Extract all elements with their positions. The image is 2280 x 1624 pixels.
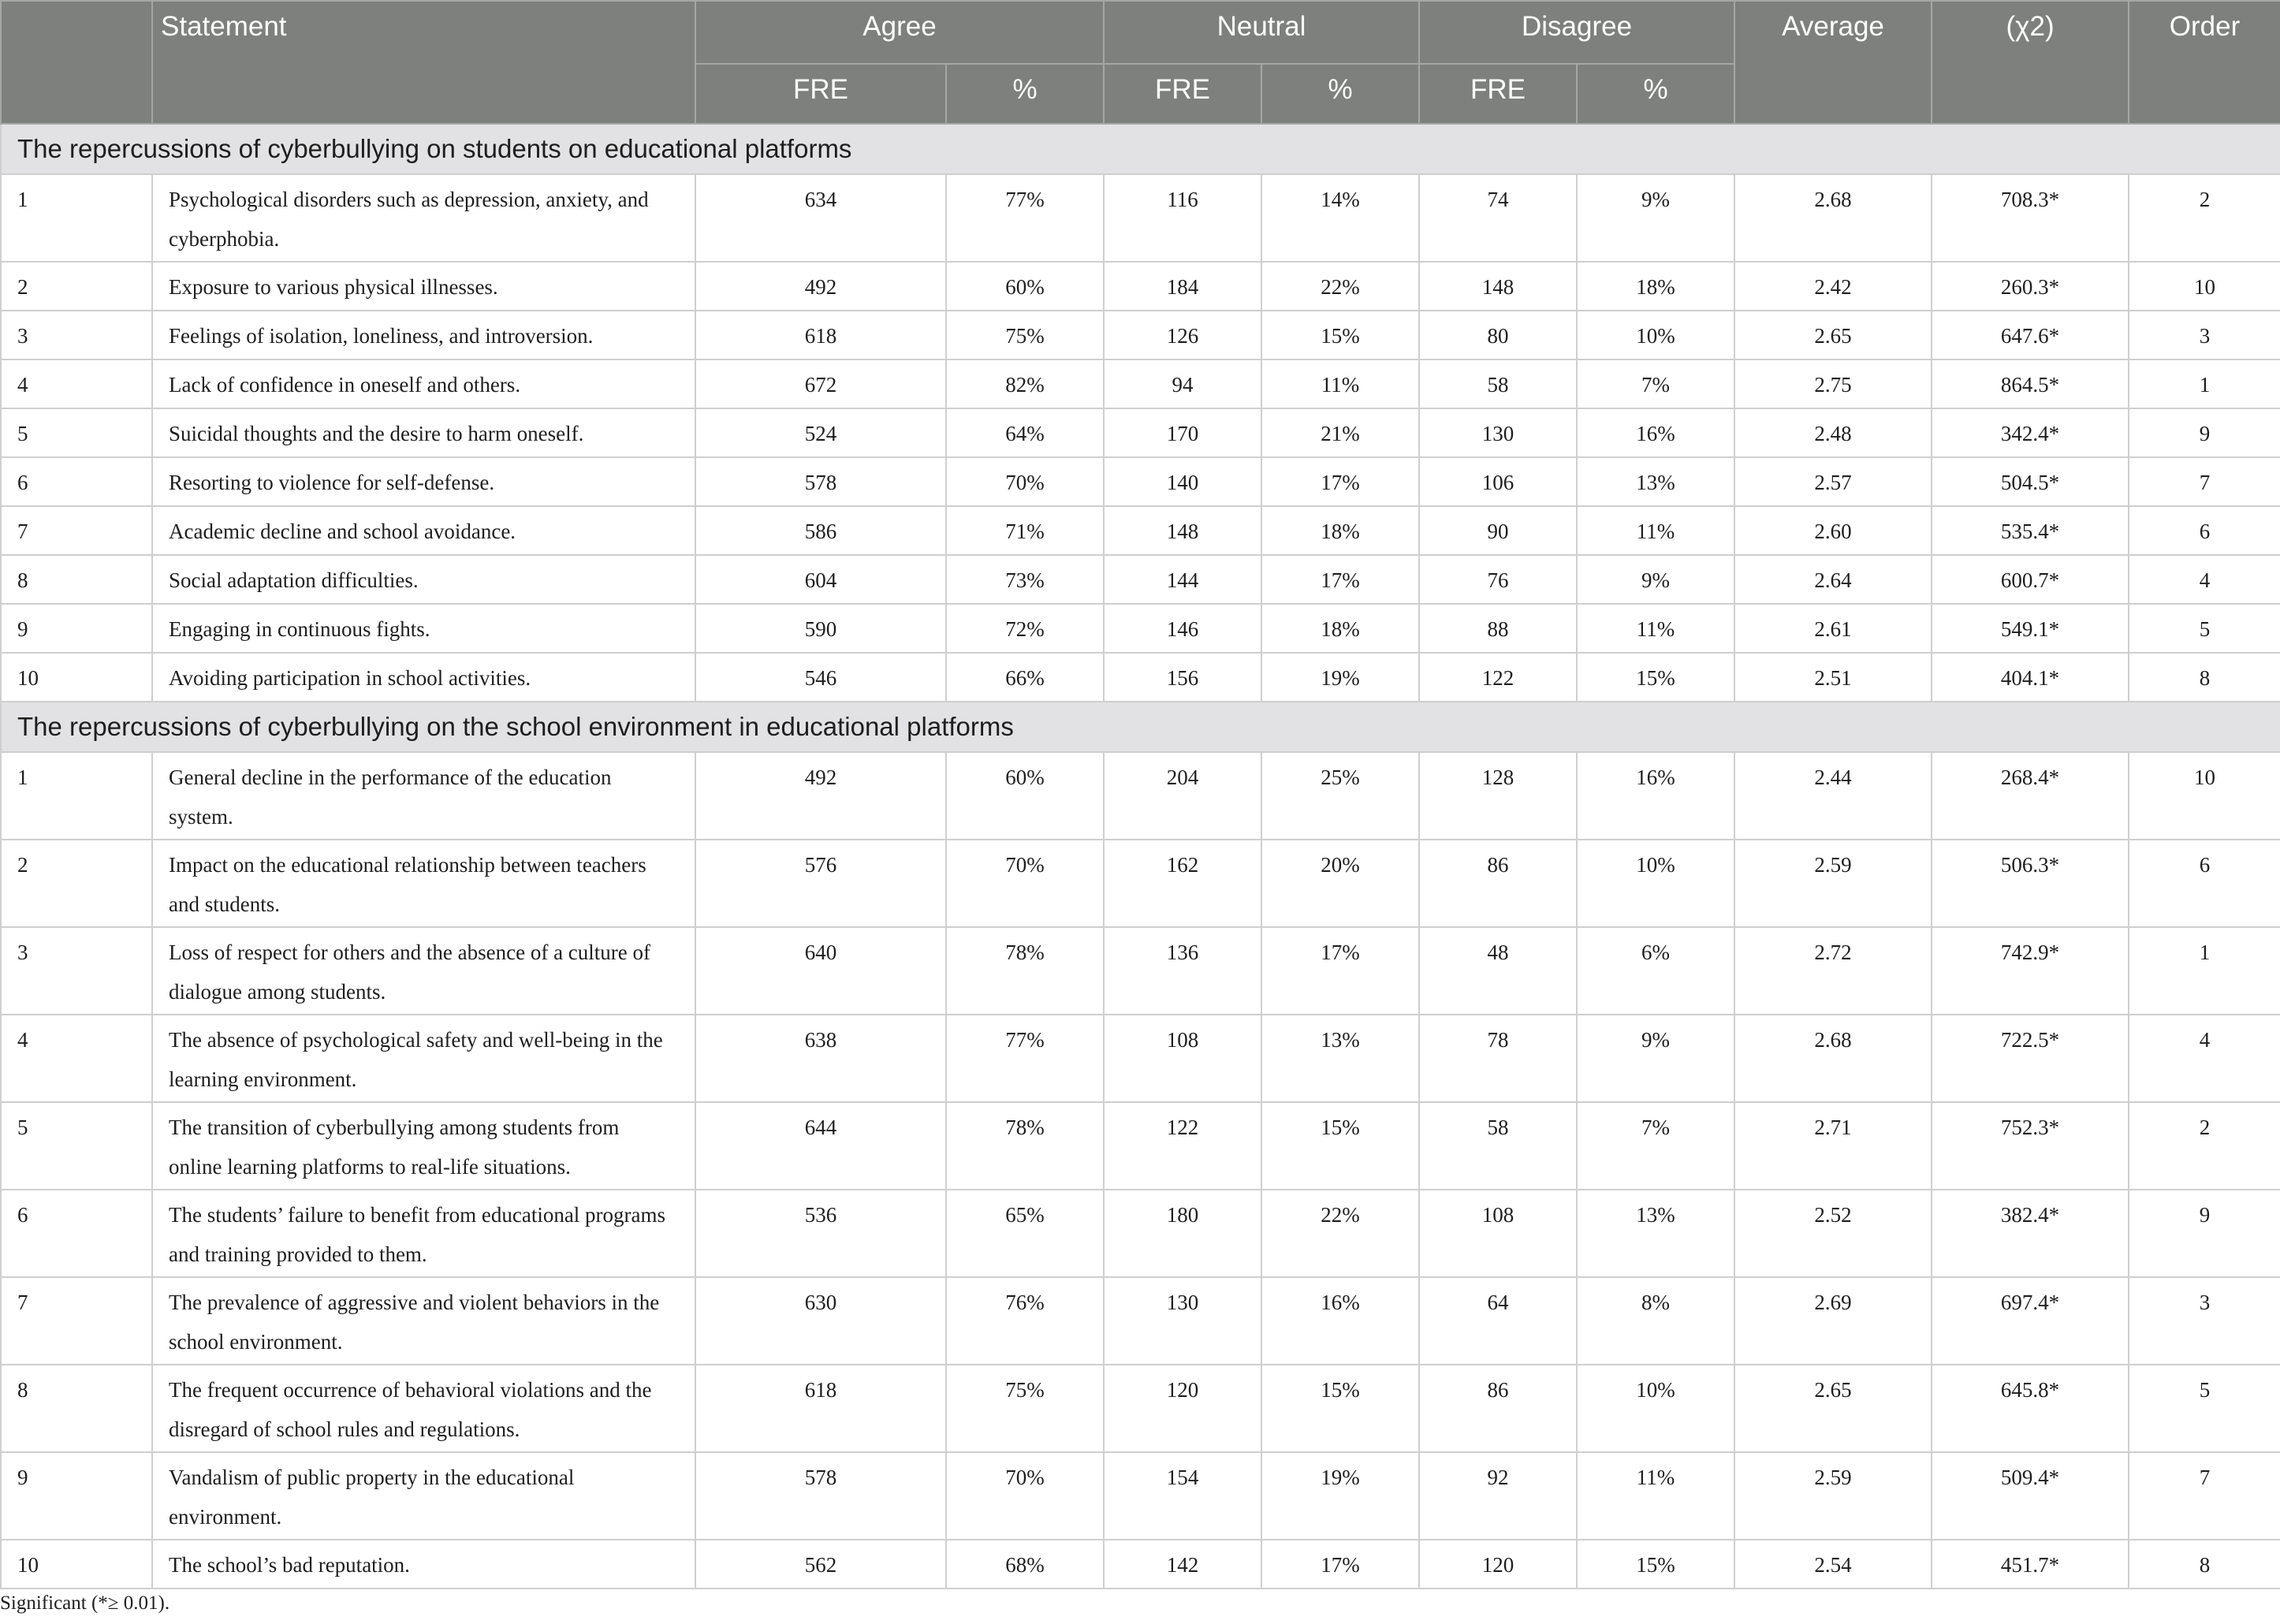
agree-fre-cell: 672 (695, 359, 946, 408)
chi-cell: 600.7* (1932, 555, 2129, 604)
subheader-neutral-pct: % (1261, 64, 1419, 124)
subheader-neutral-fre: FRE (1104, 64, 1261, 124)
neutral-fre-cell: 144 (1104, 555, 1261, 604)
statement-cell: The students’ failure to benefit from educational programs and training provided to them. (152, 1190, 695, 1277)
row-number: 1 (1, 752, 152, 840)
agree-pct-cell: 78% (946, 1102, 1104, 1190)
row-number: 9 (1, 1452, 152, 1540)
average-cell: 2.59 (1734, 1452, 1932, 1540)
average-cell: 2.71 (1734, 1102, 1932, 1190)
chi-cell: 864.5* (1932, 359, 2129, 408)
order-cell: 3 (2129, 1277, 2280, 1365)
chi-cell: 742.9* (1932, 927, 2129, 1015)
disagree-pct-cell: 7% (1577, 359, 1734, 408)
statement-cell: General decline in the performance of the education system. (152, 752, 695, 840)
agree-fre-cell: 562 (695, 1540, 946, 1589)
chi-cell: 647.6* (1932, 311, 2129, 359)
table-body (1, 124, 2280, 1589)
agree-pct-cell: 70% (946, 457, 1104, 506)
disagree-fre-cell: 58 (1419, 359, 1577, 408)
chi-cell: 708.3* (1932, 174, 2129, 262)
disagree-fre-cell: 128 (1419, 752, 1577, 840)
agree-pct-cell: 70% (946, 1452, 1104, 1540)
statement-cell: Resorting to violence for self-defense. (152, 457, 695, 506)
table-header (1, 1, 2280, 124)
order-cell: 4 (2129, 1015, 2280, 1102)
statement-cell: Exposure to various physical illnesses. (152, 262, 695, 311)
agree-pct-cell: 60% (946, 752, 1104, 840)
table-row (1, 408, 2280, 457)
average-cell: 2.75 (1734, 359, 1932, 408)
row-number: 7 (1, 1277, 152, 1365)
average-cell: 2.60 (1734, 506, 1932, 555)
chi-cell: 342.4* (1932, 408, 2129, 457)
neutral-pct-cell: 18% (1261, 506, 1419, 555)
neutral-fre-cell: 108 (1104, 1015, 1261, 1102)
table-row (1, 555, 2280, 604)
statement-cell: The transition of cyberbullying among students from online learning platforms to real-life situations. (152, 1102, 695, 1190)
order-cell: 4 (2129, 555, 2280, 604)
order-cell: 6 (2129, 840, 2280, 927)
disagree-fre-cell: 92 (1419, 1452, 1577, 1540)
statement-cell: Social adaptation difficulties. (152, 555, 695, 604)
statement-cell: Feelings of isolation, loneliness, and introversion. (152, 311, 695, 359)
disagree-fre-cell: 76 (1419, 555, 1577, 604)
header-average: Average (1734, 1, 1932, 124)
agree-fre-cell: 644 (695, 1102, 946, 1190)
agree-fre-cell: 618 (695, 311, 946, 359)
table-row (1, 1102, 2280, 1190)
agree-fre-cell: 578 (695, 1452, 946, 1540)
statement-cell: Engaging in continuous fights. (152, 604, 695, 653)
section-header-row (1, 124, 2280, 174)
agree-fre-cell: 640 (695, 927, 946, 1015)
agree-fre-cell: 546 (695, 653, 946, 702)
chi-cell: 645.8* (1932, 1365, 2129, 1452)
average-cell: 2.68 (1734, 1015, 1932, 1102)
disagree-pct-cell: 10% (1577, 311, 1734, 359)
disagree-pct-cell: 13% (1577, 1190, 1734, 1277)
disagree-pct-cell: 16% (1577, 752, 1734, 840)
chi-cell: 382.4* (1932, 1190, 2129, 1277)
section-header-row (1, 702, 2280, 752)
agree-fre-cell: 604 (695, 555, 946, 604)
chi-cell: 404.1* (1932, 653, 2129, 702)
average-cell: 2.54 (1734, 1540, 1932, 1589)
neutral-fre-cell: 170 (1104, 408, 1261, 457)
row-number: 3 (1, 311, 152, 359)
disagree-fre-cell: 148 (1419, 262, 1577, 311)
neutral-pct-cell: 15% (1261, 311, 1419, 359)
neutral-pct-cell: 13% (1261, 1015, 1419, 1102)
disagree-fre-cell: 122 (1419, 653, 1577, 702)
average-cell: 2.61 (1734, 604, 1932, 653)
agree-pct-cell: 68% (946, 1540, 1104, 1589)
average-cell: 2.68 (1734, 174, 1932, 262)
neutral-pct-cell: 18% (1261, 604, 1419, 653)
subheader-agree-fre: FRE (695, 64, 946, 124)
statement-cell: Psychological disorders such as depression, anxiety, and cyberphobia. (152, 174, 695, 262)
order-cell: 2 (2129, 174, 2280, 262)
statement-cell: Academic decline and school avoidance. (152, 506, 695, 555)
subheader-agree-pct: % (946, 64, 1104, 124)
chi-cell: 722.5* (1932, 1015, 2129, 1102)
chi-cell: 260.3* (1932, 262, 2129, 311)
average-cell: 2.57 (1734, 457, 1932, 506)
neutral-fre-cell: 116 (1104, 174, 1261, 262)
neutral-fre-cell: 126 (1104, 311, 1261, 359)
table-row (1, 1277, 2280, 1365)
section-title: The repercussions of cyberbullying on the school environment in educational platforms (1, 702, 2280, 752)
statement-cell: Impact on the educational relationship between teachers and students. (152, 840, 695, 927)
disagree-pct-cell: 18% (1577, 262, 1734, 311)
neutral-pct-cell: 19% (1261, 653, 1419, 702)
statement-cell: Lack of confidence in oneself and others. (152, 359, 695, 408)
chi-cell: 268.4* (1932, 752, 2129, 840)
header-statement: Statement (152, 1, 695, 124)
table-row (1, 927, 2280, 1015)
disagree-pct-cell: 13% (1577, 457, 1734, 506)
average-cell: 2.72 (1734, 927, 1932, 1015)
chi-cell: 451.7* (1932, 1540, 2129, 1589)
disagree-pct-cell: 7% (1577, 1102, 1734, 1190)
disagree-pct-cell: 6% (1577, 927, 1734, 1015)
row-number: 4 (1, 359, 152, 408)
neutral-pct-cell: 19% (1261, 1452, 1419, 1540)
table-row (1, 1190, 2280, 1277)
disagree-pct-cell: 9% (1577, 555, 1734, 604)
disagree-pct-cell: 9% (1577, 1015, 1734, 1102)
table-row (1, 262, 2280, 311)
average-cell: 2.51 (1734, 653, 1932, 702)
order-cell: 9 (2129, 408, 2280, 457)
statement-cell: Vandalism of public property in the educational environment. (152, 1452, 695, 1540)
neutral-fre-cell: 136 (1104, 927, 1261, 1015)
neutral-fre-cell: 94 (1104, 359, 1261, 408)
row-number: 8 (1, 555, 152, 604)
order-cell: 10 (2129, 752, 2280, 840)
average-cell: 2.52 (1734, 1190, 1932, 1277)
disagree-fre-cell: 64 (1419, 1277, 1577, 1365)
neutral-pct-cell: 17% (1261, 927, 1419, 1015)
agree-pct-cell: 70% (946, 840, 1104, 927)
table-row (1, 506, 2280, 555)
order-cell: 8 (2129, 1540, 2280, 1589)
neutral-pct-cell: 15% (1261, 1365, 1419, 1452)
neutral-fre-cell: 142 (1104, 1540, 1261, 1589)
table-row (1, 653, 2280, 702)
row-number: 8 (1, 1365, 152, 1452)
disagree-fre-cell: 86 (1419, 1365, 1577, 1452)
order-cell: 10 (2129, 262, 2280, 311)
agree-fre-cell: 536 (695, 1190, 946, 1277)
neutral-fre-cell: 140 (1104, 457, 1261, 506)
neutral-fre-cell: 184 (1104, 262, 1261, 311)
agree-pct-cell: 71% (946, 506, 1104, 555)
disagree-pct-cell: 15% (1577, 1540, 1734, 1589)
order-cell: 7 (2129, 1452, 2280, 1540)
statement-cell: Loss of respect for others and the absence of a culture of dialogue among students. (152, 927, 695, 1015)
chi-cell: 752.3* (1932, 1102, 2129, 1190)
table-row (1, 1452, 2280, 1540)
table-row (1, 752, 2280, 840)
disagree-pct-cell: 11% (1577, 1452, 1734, 1540)
table-row (1, 359, 2280, 408)
neutral-pct-cell: 20% (1261, 840, 1419, 927)
agree-fre-cell: 578 (695, 457, 946, 506)
table-row (1, 1540, 2280, 1589)
average-cell: 2.48 (1734, 408, 1932, 457)
disagree-fre-cell: 78 (1419, 1015, 1577, 1102)
agree-fre-cell: 618 (695, 1365, 946, 1452)
neutral-pct-cell: 17% (1261, 555, 1419, 604)
neutral-fre-cell: 120 (1104, 1365, 1261, 1452)
statement-cell: Avoiding participation in school activities. (152, 653, 695, 702)
table-row (1, 174, 2280, 262)
row-number: 5 (1, 1102, 152, 1190)
agree-pct-cell: 66% (946, 653, 1104, 702)
agree-pct-cell: 60% (946, 262, 1104, 311)
neutral-pct-cell: 11% (1261, 359, 1419, 408)
row-number: 9 (1, 604, 152, 653)
average-cell: 2.65 (1734, 311, 1932, 359)
table-row (1, 840, 2280, 927)
order-cell: 9 (2129, 1190, 2280, 1277)
statement-cell: The school’s bad reputation. (152, 1540, 695, 1589)
neutral-pct-cell: 16% (1261, 1277, 1419, 1365)
chi-cell: 535.4* (1932, 506, 2129, 555)
header-chi-square: (χ2) (1932, 1, 2129, 124)
table-row (1, 604, 2280, 653)
disagree-fre-cell: 108 (1419, 1190, 1577, 1277)
disagree-pct-cell: 15% (1577, 653, 1734, 702)
neutral-pct-cell: 22% (1261, 1190, 1419, 1277)
disagree-fre-cell: 48 (1419, 927, 1577, 1015)
statement-cell: The absence of psychological safety and well-being in the learning environment. (152, 1015, 695, 1102)
agree-pct-cell: 77% (946, 174, 1104, 262)
neutral-pct-cell: 22% (1261, 262, 1419, 311)
order-cell: 1 (2129, 927, 2280, 1015)
agree-pct-cell: 77% (946, 1015, 1104, 1102)
average-cell: 2.42 (1734, 262, 1932, 311)
agree-pct-cell: 72% (946, 604, 1104, 653)
table-row (1, 1015, 2280, 1102)
average-cell: 2.44 (1734, 752, 1932, 840)
statement-cell: The frequent occurrence of behavioral violations and the disregard of school rules and regulations. (152, 1365, 695, 1452)
agree-pct-cell: 76% (946, 1277, 1104, 1365)
neutral-fre-cell: 148 (1104, 506, 1261, 555)
disagree-pct-cell: 10% (1577, 1365, 1734, 1452)
order-cell: 2 (2129, 1102, 2280, 1190)
header-disagree: Disagree (1419, 1, 1734, 64)
order-cell: 8 (2129, 653, 2280, 702)
neutral-pct-cell: 21% (1261, 408, 1419, 457)
agree-pct-cell: 82% (946, 359, 1104, 408)
chi-cell: 509.4* (1932, 1452, 2129, 1540)
neutral-fre-cell: 162 (1104, 840, 1261, 927)
header-order: Order (2129, 1, 2280, 124)
chi-cell: 549.1* (1932, 604, 2129, 653)
disagree-fre-cell: 74 (1419, 174, 1577, 262)
agree-fre-cell: 492 (695, 752, 946, 840)
disagree-pct-cell: 10% (1577, 840, 1734, 927)
neutral-fre-cell: 156 (1104, 653, 1261, 702)
neutral-fre-cell: 130 (1104, 1277, 1261, 1365)
order-cell: 5 (2129, 1365, 2280, 1452)
order-cell: 6 (2129, 506, 2280, 555)
table-row (1, 311, 2280, 359)
statement-cell: The prevalence of aggressive and violent behaviors in the school environment. (152, 1277, 695, 1365)
agree-fre-cell: 638 (695, 1015, 946, 1102)
table-row (1, 457, 2280, 506)
header-index (1, 1, 152, 124)
disagree-pct-cell: 11% (1577, 506, 1734, 555)
neutral-fre-cell: 204 (1104, 752, 1261, 840)
row-number: 6 (1, 1190, 152, 1277)
neutral-pct-cell: 14% (1261, 174, 1419, 262)
footnote: Significant (*≥ 0.01). (0, 1592, 170, 1614)
agree-pct-cell: 75% (946, 311, 1104, 359)
disagree-fre-cell: 90 (1419, 506, 1577, 555)
neutral-pct-cell: 17% (1261, 1540, 1419, 1589)
statement-cell: Suicidal thoughts and the desire to harm oneself. (152, 408, 695, 457)
chi-cell: 506.3* (1932, 840, 2129, 927)
row-number: 1 (1, 174, 152, 262)
row-number: 10 (1, 653, 152, 702)
disagree-fre-cell: 106 (1419, 457, 1577, 506)
row-number: 2 (1, 262, 152, 311)
disagree-pct-cell: 9% (1577, 174, 1734, 262)
chi-cell: 504.5* (1932, 457, 2129, 506)
neutral-pct-cell: 15% (1261, 1102, 1419, 1190)
row-number: 10 (1, 1540, 152, 1589)
order-cell: 7 (2129, 457, 2280, 506)
disagree-fre-cell: 88 (1419, 604, 1577, 653)
header-neutral: Neutral (1104, 1, 1419, 64)
neutral-fre-cell: 180 (1104, 1190, 1261, 1277)
average-cell: 2.64 (1734, 555, 1932, 604)
average-cell: 2.69 (1734, 1277, 1932, 1365)
agree-pct-cell: 73% (946, 555, 1104, 604)
order-cell: 5 (2129, 604, 2280, 653)
disagree-fre-cell: 80 (1419, 311, 1577, 359)
disagree-pct-cell: 16% (1577, 408, 1734, 457)
table-row (1, 1365, 2280, 1452)
row-number: 3 (1, 927, 152, 1015)
agree-pct-cell: 65% (946, 1190, 1104, 1277)
row-number: 5 (1, 408, 152, 457)
agree-fre-cell: 524 (695, 408, 946, 457)
agree-fre-cell: 634 (695, 174, 946, 262)
average-cell: 2.59 (1734, 840, 1932, 927)
agree-fre-cell: 492 (695, 262, 946, 311)
row-number: 7 (1, 506, 152, 555)
neutral-fre-cell: 146 (1104, 604, 1261, 653)
disagree-fre-cell: 86 (1419, 840, 1577, 927)
agree-fre-cell: 586 (695, 506, 946, 555)
neutral-fre-cell: 122 (1104, 1102, 1261, 1190)
subheader-disagree-pct: % (1577, 64, 1734, 124)
chi-cell: 697.4* (1932, 1277, 2129, 1365)
agree-fre-cell: 590 (695, 604, 946, 653)
section-title: The repercussions of cyberbullying on students on educational platforms (1, 124, 2280, 174)
neutral-pct-cell: 25% (1261, 752, 1419, 840)
average-cell: 2.65 (1734, 1365, 1932, 1452)
row-number: 2 (1, 840, 152, 927)
agree-fre-cell: 576 (695, 840, 946, 927)
order-cell: 1 (2129, 359, 2280, 408)
agree-pct-cell: 75% (946, 1365, 1104, 1452)
subheader-disagree-fre: FRE (1419, 64, 1577, 124)
disagree-pct-cell: 8% (1577, 1277, 1734, 1365)
row-number: 6 (1, 457, 152, 506)
agree-pct-cell: 64% (946, 408, 1104, 457)
agree-pct-cell: 78% (946, 927, 1104, 1015)
order-cell: 3 (2129, 311, 2280, 359)
disagree-fre-cell: 130 (1419, 408, 1577, 457)
agree-fre-cell: 630 (695, 1277, 946, 1365)
disagree-fre-cell: 120 (1419, 1540, 1577, 1589)
neutral-pct-cell: 17% (1261, 457, 1419, 506)
disagree-fre-cell: 58 (1419, 1102, 1577, 1190)
disagree-pct-cell: 11% (1577, 604, 1734, 653)
row-number: 4 (1, 1015, 152, 1102)
header-agree: Agree (695, 1, 1104, 64)
neutral-fre-cell: 154 (1104, 1452, 1261, 1540)
